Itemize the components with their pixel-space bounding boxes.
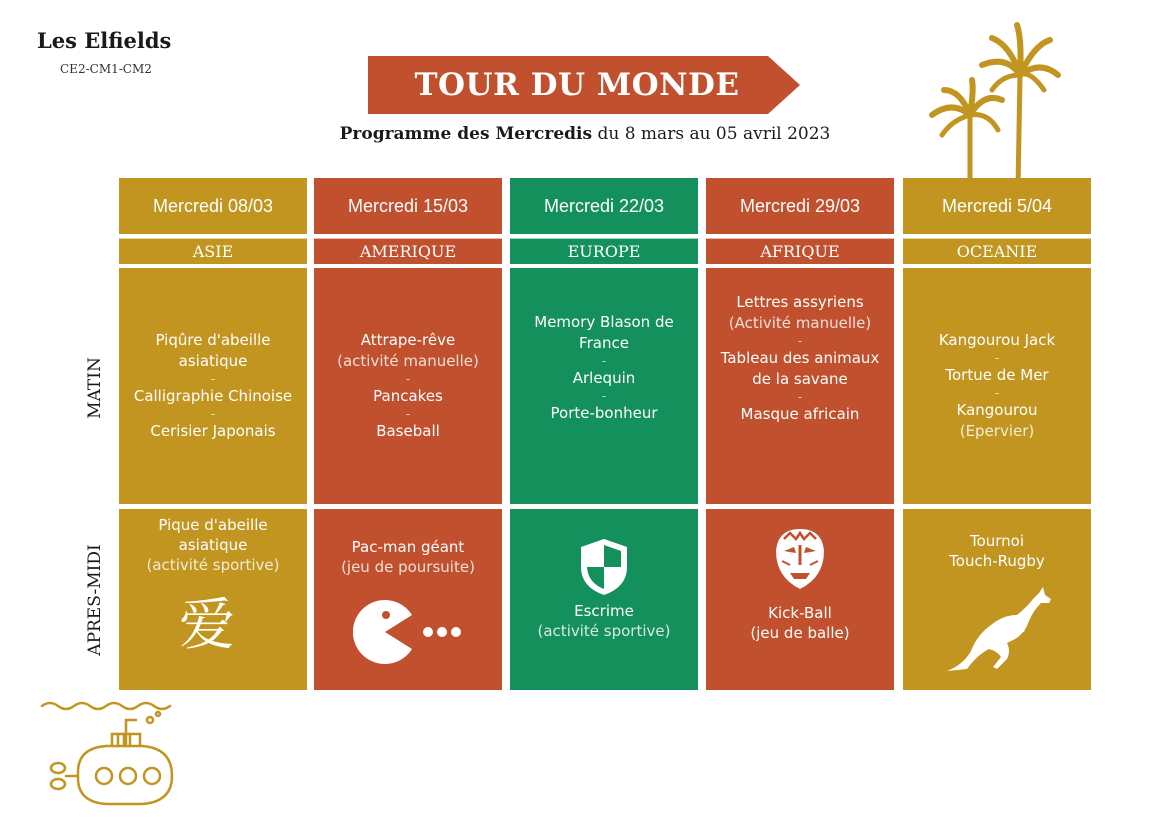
activity-line: de la savane	[752, 370, 848, 388]
separator: -	[405, 407, 411, 421]
activity-note: (Epervier)	[959, 422, 1035, 440]
chinese-love-character-icon: 爱	[179, 593, 235, 658]
activity-line: Piqûre d'abeille	[155, 331, 271, 349]
activity-line: Calligraphie Chinoise	[133, 387, 293, 405]
activity-line: Kick-Ball	[768, 604, 832, 622]
activity-line: (jeu de balle)	[750, 624, 850, 642]
activity-note: (activité sportive)	[146, 556, 280, 574]
afternoon-activity	[903, 509, 1091, 690]
row-label-afternoon: APRES-MIDI	[85, 544, 105, 656]
activity-line: Lettres assyriens	[736, 293, 864, 311]
activity-note: (activité manuelle)	[337, 352, 479, 370]
separator: -	[994, 386, 1000, 400]
activity-line: asiatique	[178, 352, 248, 370]
separator: -	[994, 351, 1000, 365]
separator: -	[210, 372, 216, 386]
afternoon-activity	[314, 509, 502, 690]
theme-label: EUROPE	[510, 238, 698, 264]
theme-label: AMERIQUE	[314, 238, 502, 264]
day-header: Mercredi 15/03	[314, 178, 502, 234]
submarine-icon	[38, 698, 178, 810]
afternoon-activity	[706, 509, 894, 690]
activity-line: Touch-Rugby	[949, 552, 1045, 570]
afternoon-activity	[119, 509, 307, 690]
separator: -	[797, 390, 803, 404]
activity-line: Cerisier Japonais	[150, 422, 276, 440]
row-label-morning: MATIN	[85, 357, 105, 419]
activity-line: Tableau des animaux	[720, 349, 880, 367]
subtitle-dates: du 8 mars au 05 avril 2023	[592, 124, 831, 144]
subtitle-bold: Programme des Mercredis	[339, 124, 593, 144]
day-header: Mercredi 08/03	[119, 178, 307, 234]
activity-line: Kangourou Jack	[938, 331, 1056, 349]
separator: -	[405, 372, 411, 386]
morning-activities	[903, 268, 1091, 504]
separator: -	[601, 354, 607, 368]
theme-label: OCEANIE	[903, 238, 1091, 264]
activity-line: asiatique	[178, 536, 248, 554]
separator: -	[210, 407, 216, 421]
activity-line: Pac-man géant	[351, 538, 465, 556]
morning-activities	[119, 268, 307, 504]
day-header: Mercredi 5/04	[903, 178, 1091, 234]
day-header: Mercredi 22/03	[510, 178, 698, 234]
kangaroo-icon	[937, 585, 1057, 675]
activity-line: Masque africain	[740, 405, 860, 423]
morning-activities	[510, 268, 698, 504]
activity-line: Memory Blason de	[534, 313, 674, 331]
shield-icon	[577, 537, 631, 597]
activity-line: Porte-bonheur	[550, 404, 658, 422]
school-classes: CE2-CM1-CM2	[60, 62, 152, 76]
activity-note: (activité sportive)	[537, 622, 671, 640]
morning-activities	[706, 268, 894, 504]
program-subtitle	[270, 124, 900, 144]
activity-line: Escrime	[574, 602, 634, 620]
separator: -	[601, 389, 607, 403]
page-title: TOUR DU MONDE	[414, 67, 740, 103]
african-mask-icon	[772, 525, 828, 593]
palm-trees-icon	[922, 20, 1062, 190]
morning-activities	[314, 268, 502, 504]
activity-line: Baseball	[376, 422, 440, 440]
activity-note: (Activité manuelle)	[728, 314, 872, 332]
activity-line: Kangourou	[956, 401, 1038, 419]
activity-note: (jeu de poursuite)	[341, 558, 475, 576]
pacman-icon	[350, 597, 470, 667]
school-name: Les Elfields	[37, 28, 172, 53]
activity-line: France	[579, 334, 629, 352]
activity-line: Tournoi	[969, 532, 1025, 550]
afternoon-activity	[510, 509, 698, 690]
activity-line: Pancakes	[373, 387, 443, 405]
activity-line: Attrape-rêve	[360, 331, 456, 349]
separator: -	[797, 334, 803, 348]
theme-label: ASIE	[119, 238, 307, 264]
theme-label: AFRIQUE	[706, 238, 894, 264]
activity-line: Arlequin	[572, 369, 636, 387]
activity-line: Tortue de Mer	[945, 366, 1049, 384]
day-header: Mercredi 29/03	[706, 178, 894, 234]
title-banner	[368, 56, 800, 114]
activity-line: Pique d'abeille	[158, 516, 268, 534]
